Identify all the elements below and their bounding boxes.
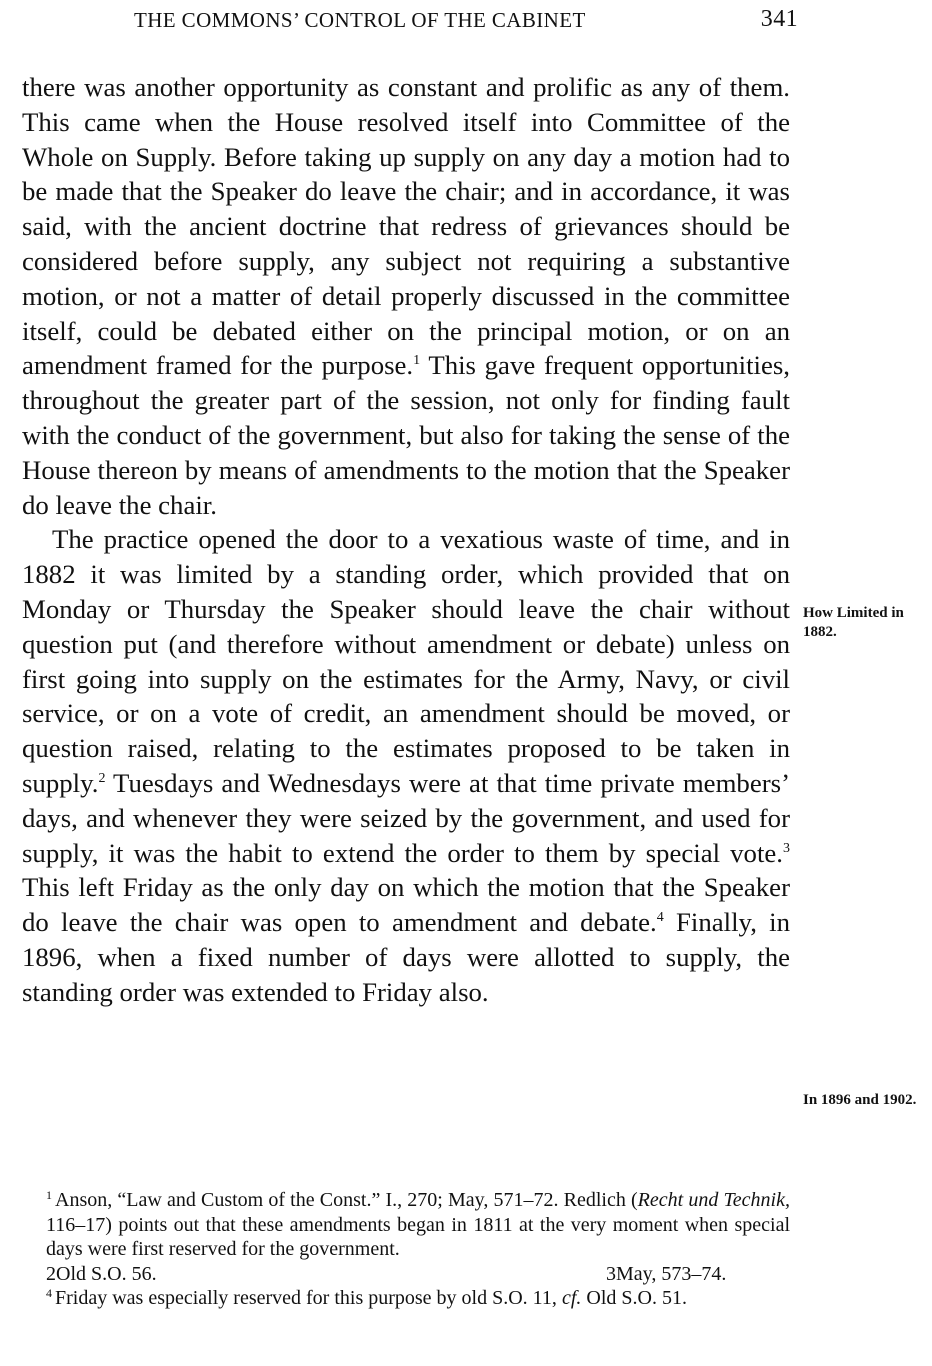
footnote-1 [22, 1188, 790, 1262]
page-number: 341 [760, 6, 798, 32]
footnote-ref-1: 1 [413, 353, 421, 369]
footnote-4 [22, 1286, 790, 1311]
paragraph-2-text-a: The practice opened the door to a vexatious waste of time, and in 1882 it was limited by a standing order, which provided that on Monday or Thursday the Speaker should leave the chair without question put (and therefore without amendment or debate) unless on first going into supply on the estimates for the Army, Navy, or civil service, or on a vote of credit, an amendment should be moved, or question raised, relating to the estimates proposed to be taken in supply. [22, 524, 790, 798]
footnote-ref-2: 2 [98, 770, 106, 786]
footnote-row-2-3 [22, 1262, 790, 1287]
footnote-4-text-b: Old S.O. 51. [581, 1287, 687, 1309]
footnote-3-mark: 3 [606, 1262, 616, 1285]
footnote-1-mark: 1 [46, 1188, 52, 1202]
paragraph-1-continued: This gave frequent opportunities, throughout the greater part of the session, not only for finding fault with the conduct of the government, but also for taking the sense of the House thereon by means of amendments to the motion that the Speaker do leave the chair. [22, 350, 790, 520]
sidenote-1882: How Limited in 1882. [803, 605, 904, 640]
footnote-ref-3: 3 [783, 840, 790, 856]
sidenote-1896: In 1896 and 1902. [803, 1092, 917, 1108]
footnote-1-text-a: Anson, “Law and Custom of the Const.” I., 270; May, 571–72. Redlich ( [55, 1189, 638, 1211]
footnote-2-text: Old S.O. 56. [56, 1262, 157, 1285]
footnote-3-text: May, 573–74. [616, 1262, 727, 1285]
body-text [22, 70, 790, 1010]
paragraph-2-text-c: This left Friday as the only day on which the motion that the Speaker do leave the chair was open to amendment and debate. [22, 872, 790, 938]
footnote-ref-4: 4 [656, 910, 664, 926]
running-title: THE COMMONS’ CONTROL OF THE CABINET [134, 8, 586, 32]
footnote-2 [46, 1262, 606, 1287]
paragraph-2-text-b: Tuesdays and Wednesdays were at that time private members’ days, and whenever they were seized by the government, and used for supply, it was the habit to extend the order to them by special vote. [22, 767, 790, 868]
footnote-4-mark: 4 [46, 1286, 52, 1300]
footnotes [22, 1188, 790, 1311]
paragraph-2-text-d: Finally, in 1896, when a fixed number of days were allotted to supply, the standing order was extended to Friday also. [22, 907, 790, 1007]
running-header [134, 6, 798, 36]
footnote-3 [606, 1262, 726, 1287]
footnote-1-italic: Recht und Technik, [637, 1189, 790, 1211]
footnote-4-italic: cf. [561, 1287, 582, 1309]
footnote-4-text-a: Friday was especially reserved for this purpose by old S.O. 11, [55, 1287, 562, 1309]
paragraph-1-text: there was another opportunity as constant and prolific as any of them. This came when the House resolved itself into Committee of the Whole on Supply. Before taking up supply on any day a motion had to be made that the Speaker do leave the chair; and in accordance, it was said, with the ancient doctrine that redress of grievances should be considered before supply, any subject not requiring a substantive motion, or not a matter of detail properly discussed in the committee itself, could be debated either on the principal motion, or on an amendment framed for the purpose. [22, 72, 790, 381]
footnote-2-mark: 2 [46, 1262, 56, 1285]
footnote-1-text-b: 116–17) points out that these amendments began in 1811 at the very moment when special days were first reserved for the government. [46, 1213, 790, 1260]
paragraph-2 [22, 522, 790, 1009]
paragraph-1 [22, 70, 790, 522]
